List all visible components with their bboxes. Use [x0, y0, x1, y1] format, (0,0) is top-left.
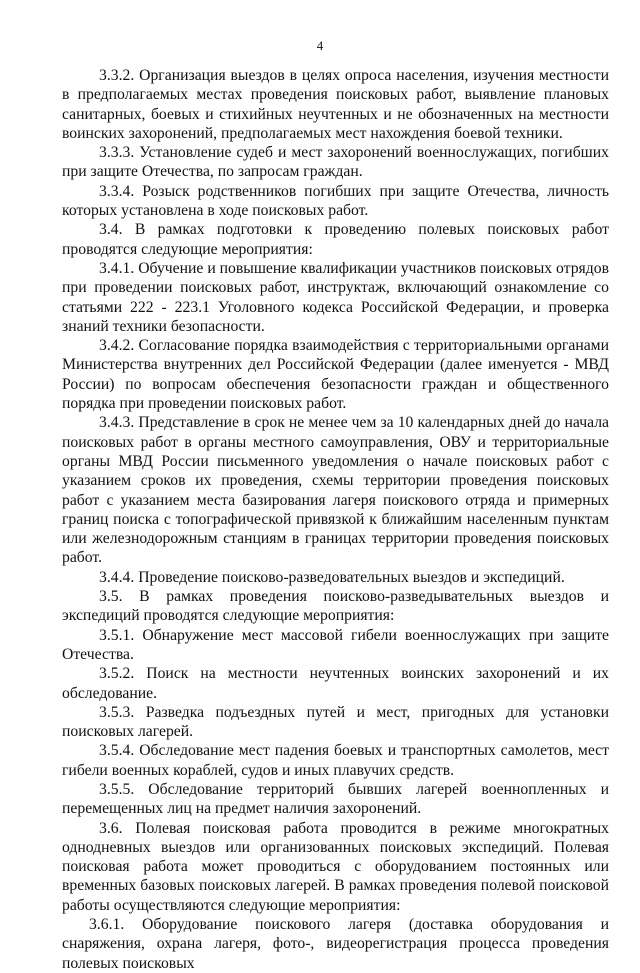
paragraph-3-4: 3.4. В рамках подготовки к проведению полевых поисковых работ проводятся следующие мероприятия:	[62, 221, 609, 258]
paragraph-3-3-2: 3.3.2. Организация выездов в целях опроса населения, изучения местности в предполагаемых местах проведения поисковых работ, выявление плановых санитарных, боевых и стихийных неучтенных и не обозначенных на местности воинских захоронений, предполагаемых мест нахождения боевой техники.	[62, 67, 609, 142]
paragraph-3-4-2: 3.4.2. Согласование порядка взаимодействия с территориальными органами Министерства внутренних дел Российской Федерации (далее именуется - МВД России) по вопросам обеспечения безопасности граждан и общественного порядка при проведении поисковых работ.	[62, 337, 609, 413]
paragraph-3-6-1: 3.6.1. Оборудование поискового лагеря (доставка оборудования и снаряжения, охрана лагеря, фото-, видеорегистрация процесса проведения полевых поисковых	[62, 916, 609, 972]
paragraph-3-3-3: 3.3.3. Установление судеб и мест захоронений военнослужащих, погибших при защите Отечества, по запросам граждан.	[62, 144, 609, 181]
paragraph-3-5-3: 3.5.3. Разведка подъездных путей и мест, пригодных для установки поисковых лагерей.	[62, 703, 609, 741]
paragraph-3-3-4: 3.3.4. Розыск родственников погибших при защите Отечества, личность которых установлена в ходе поисковых работ.	[62, 182, 609, 220]
paragraph-3-5-5: 3.5.5. Обследование территорий бывших лагерей военнопленных и перемещенных лиц на предмет наличия захоронений.	[62, 780, 609, 818]
paragraph-3-5-1: 3.5.1. Обнаружение мест массовой гибели военнослужащих при защите Отечества.	[62, 626, 609, 663]
document-body	[62, 66, 609, 973]
page-number: 4	[316, 38, 324, 53]
paragraph-3-4-3: 3.4.3. Представление в срок не менее чем за 10 календарных дней до начала поисковых работ в органы местного самоуправления, ОВУ и территориальные органы МВД России письменного уведомления о начале поисковых работ с указанием сроков их проведения, схемы территории проведения поисковых работ с указанием места базирования лагеря поискового отряда и примерных границ поиска с топографической привязкой к ближайшим населенным пунктам или железнодорожным станциям в границах территории проведения поисковых работ.	[62, 414, 609, 567]
paragraph-3-5: 3.5. В рамках проведения поисково-разведывательных выездов и экспедиций проводятся следующие мероприятия:	[62, 588, 609, 625]
paragraph-3-4-4: 3.4.4. Проведение поисково-разведовательных выездов и экспедиций.	[99, 568, 565, 586]
paragraph-3-5-2: 3.5.2. Поиск на местности неучтенных воинских захоронений и их обследование.	[62, 665, 609, 702]
paragraph-3-5-4: 3.5.4. Обследование мест падения боевых и транспортных самолетов, мест гибели военных кораблей, судов и иных плавучих средств.	[62, 742, 609, 779]
paragraph-3-6: 3.6. Полевая поисковая работа проводится в режиме многократных однодневных выездов или организованных поисковых экспедиций. Полевая поисковая работа может проводиться с оборудованием постоянных или временных базовых поисковых лагерей. В рамках проведения полевой поисковой работы осуществляются следующие мероприятия:	[62, 819, 609, 914]
paragraph-3-4-1: 3.4.1. Обучение и повышение квалификации участников поисковых отрядов при проведении поисковых работ, инструктаж, включающий ознакомление со статьями 222 - 223.1 Уголовного кодекса Российской Федерации, и проверка знаний техники безопасности.	[62, 259, 609, 335]
